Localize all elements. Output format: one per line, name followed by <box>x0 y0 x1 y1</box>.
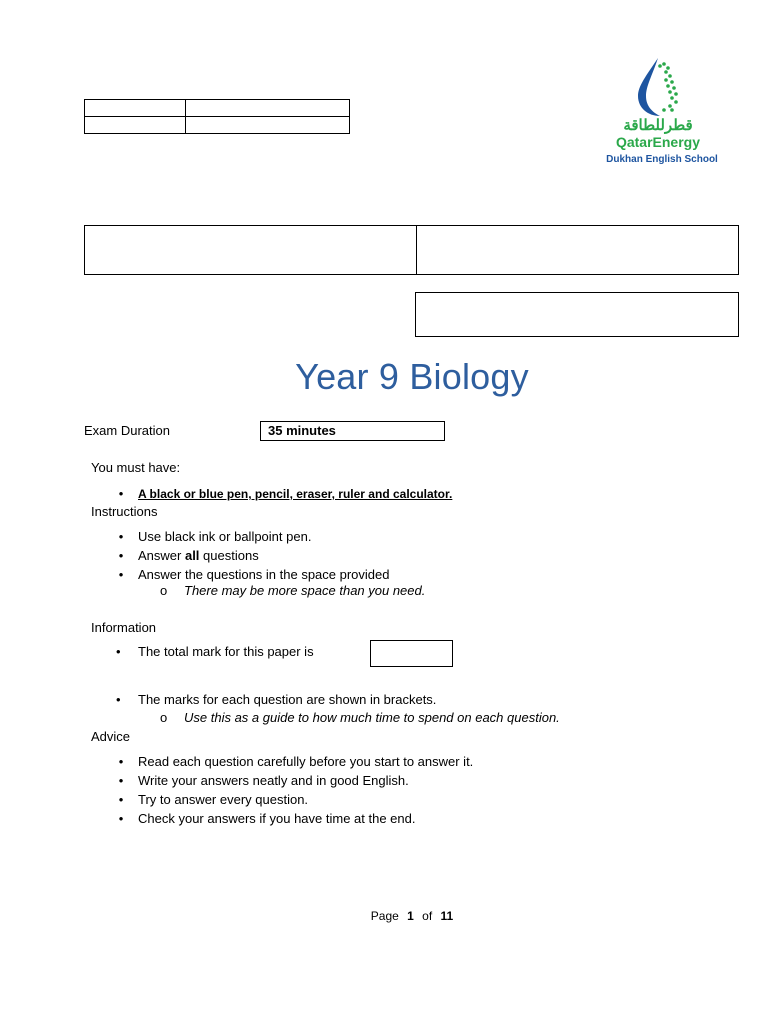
score-box[interactable] <box>415 292 739 337</box>
list-item <box>118 809 473 828</box>
advice-item: Check your answers if you have time at the end. <box>138 811 416 826</box>
header-info-table <box>84 99 350 134</box>
logo-school-name: Dukhan English School <box>606 154 718 165</box>
bullet-icon: • <box>118 548 124 563</box>
bullet-icon: • <box>118 567 124 582</box>
must-have-list <box>118 484 453 503</box>
instruction-item-emphasis: all <box>184 548 200 563</box>
table-cell[interactable] <box>186 117 349 133</box>
advice-item: Write your answers neatly and in good English. <box>138 773 409 788</box>
list-item <box>118 565 390 584</box>
bullet-icon: • <box>116 644 121 659</box>
must-have-item: A black or blue pen, pencil, eraser, ruler and calculator. <box>138 487 453 501</box>
instruction-item-prefix: Answer <box>138 548 185 563</box>
school-logo <box>586 36 736 172</box>
page-footer <box>0 909 768 923</box>
instructions-heading: Instructions <box>91 504 158 519</box>
total-mark-box[interactable] <box>370 640 453 667</box>
bullet-icon: • <box>118 529 124 544</box>
water-drop-icon <box>586 36 736 116</box>
advice-item: Try to answer every question. <box>138 792 309 807</box>
candidate-number-field[interactable] <box>417 226 738 274</box>
bullet-icon: • <box>118 486 124 501</box>
instruction-item: Answer the questions in the space provided <box>138 567 390 582</box>
advice-list <box>118 752 474 828</box>
information-sub-text: Use this as a guide to how much time to spend on each question. <box>184 710 560 725</box>
must-have-heading: You must have: <box>91 460 181 475</box>
marks-note-item <box>116 692 437 707</box>
total-pages: 11 <box>440 909 454 923</box>
advice-item: Read each question carefully before you start to answer it. <box>138 754 474 769</box>
information-sub-item <box>160 710 560 725</box>
instructions-sub-item <box>160 583 426 598</box>
instruction-item: Use black ink or ballpoint pen. <box>138 529 312 544</box>
advice-heading: Advice <box>91 729 131 744</box>
bullet-icon: • <box>118 773 124 788</box>
of-label: of <box>422 909 433 923</box>
exam-duration-label: Exam Duration <box>84 423 170 438</box>
table-cell[interactable] <box>85 117 186 133</box>
table-cell[interactable] <box>85 100 186 117</box>
list-item <box>118 546 390 565</box>
total-mark-item <box>116 644 314 659</box>
bullet-icon: • <box>118 754 124 769</box>
logo-brand-text: QatarEnergy <box>615 134 701 150</box>
bullet-icon: • <box>118 792 124 807</box>
instructions-sub-text: There may be more space than you need. <box>184 583 426 598</box>
page-number: 1 <box>407 909 414 923</box>
exam-duration-box <box>260 421 445 441</box>
marks-note-text: The marks for each question are shown in brackets. <box>138 692 437 707</box>
list-item <box>118 790 473 809</box>
page-title: Year 9 Biology <box>295 356 529 397</box>
list-item <box>118 752 474 771</box>
information-heading: Information <box>91 620 157 635</box>
sub-bullet-icon: o <box>160 583 168 598</box>
bullet-icon: • <box>118 811 124 826</box>
list-item <box>118 484 453 503</box>
logo-arabic-text: قطرللطاقة <box>623 117 693 134</box>
instructions-list <box>118 527 390 584</box>
candidate-name-field[interactable] <box>85 226 417 274</box>
table-cell[interactable] <box>186 100 349 117</box>
list-item <box>118 527 390 546</box>
instruction-item-suffix: questions <box>199 548 259 563</box>
exam-duration-value: 35 minutes <box>268 423 336 438</box>
sub-bullet-icon: o <box>160 710 168 725</box>
page-label: Page <box>370 909 399 923</box>
list-item <box>118 771 473 790</box>
candidate-info-box <box>84 225 739 275</box>
bullet-icon: • <box>116 692 121 707</box>
total-mark-label: The total mark for this paper is <box>138 644 314 659</box>
